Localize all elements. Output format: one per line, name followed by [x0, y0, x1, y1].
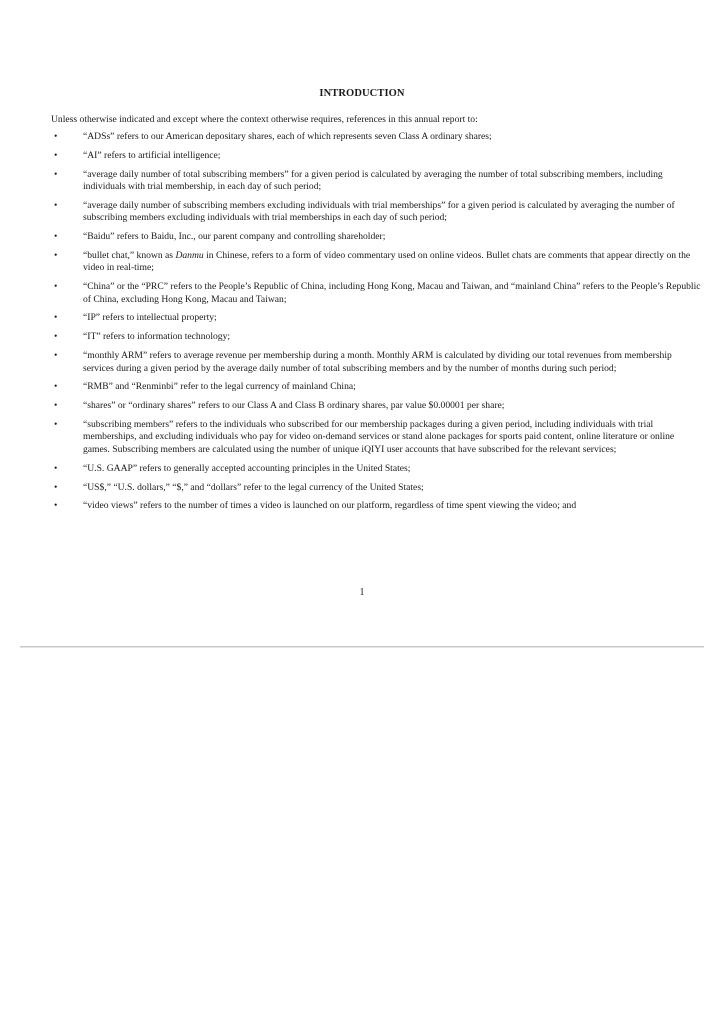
page-number: 1 — [359, 587, 365, 598]
bullet-icon: • — [54, 149, 58, 161]
definition-item — [51, 312, 701, 324]
definition-text: “China” or the “PRC” refers to the People’s Republic of China, including Hong Kong, Macau and Taiwan, and “mainland China” refers to the People’s Republic of China, excluding Hong Kong, Macau and Taiwan; — [83, 281, 701, 305]
definition-item — [51, 400, 701, 412]
definition-item — [51, 500, 701, 512]
bullet-icon: • — [54, 381, 58, 393]
definition-item — [51, 131, 701, 143]
definition-text: “shares” or “ordinary shares” refers to our Class A and Class B ordinary shares, par value $0.00001 per share; — [83, 400, 505, 412]
definition-item — [51, 463, 701, 475]
bullet-icon: • — [54, 312, 58, 324]
definition-item — [51, 350, 701, 375]
definition-item — [51, 419, 701, 456]
bullet-icon: • — [54, 281, 58, 293]
definition-text: “video views” refers to the number of times a video is launched on our platform, regardless of time spent viewing the video; and — [83, 500, 577, 512]
bullet-icon: • — [54, 168, 58, 180]
definition-text: “average daily number of subscribing members excluding individuals with trial memberships” for a given period is calculated by averaging the number of subscribing members excluding individuals with trial memberships in each day of such period; — [83, 199, 675, 224]
definition-text: “AI” refers to artificial intelligence; — [83, 149, 221, 161]
bullet-icon: • — [54, 419, 58, 431]
definition-text: “ADSs” refers to our American depositary shares, each of which represents seven Class A ordinary shares; — [83, 131, 492, 142]
definition-item — [51, 231, 701, 243]
page-title: INTRODUCTION — [319, 88, 405, 99]
bullet-icon: • — [54, 500, 58, 512]
definition-item — [51, 200, 701, 225]
bullet-icon: • — [54, 250, 58, 262]
bullet-icon: • — [54, 350, 58, 362]
definition-item — [51, 169, 701, 194]
intro-paragraph: Unless otherwise indicated and except where the context otherwise requires, references in this annual report to: — [51, 114, 478, 125]
definition-italic-term: Danmu — [175, 250, 204, 262]
definition-item — [51, 381, 701, 393]
definition-text: “Baidu” refers to Baidu, Inc., our parent company and controlling shareholder; — [83, 231, 386, 243]
page-divider — [20, 646, 704, 648]
definition-text: “US$,” “U.S. dollars,” “$,” and “dollars” refer to the legal currency of the United States; — [83, 481, 424, 493]
definition-text: “IT” refers to information technology; — [83, 331, 231, 343]
definitions-list — [51, 131, 701, 519]
definition-item — [51, 331, 701, 343]
bullet-icon: • — [54, 199, 58, 211]
bullet-icon: • — [54, 400, 58, 412]
definition-item — [51, 150, 701, 162]
definition-item — [51, 482, 701, 494]
definition-text-after: in Chinese, refers to a form of video commentary used on online videos. Bullet chats are comments that appear directly on the video in real-time; — [83, 250, 691, 274]
bullet-icon: • — [54, 331, 58, 343]
definition-text-before: “bullet chat,” known as — [83, 250, 176, 262]
definition-text: “RMB” and “Renminbi” refer to the legal currency of mainland China; — [83, 381, 356, 393]
definition-item — [51, 250, 701, 275]
bullet-icon: • — [54, 462, 58, 474]
bullet-icon: • — [54, 131, 58, 142]
definition-text: “subscribing members” refers to the individuals who subscribed for our membership packages during a given period, including individuals with trial memberships, and excluding individuals who pay for video on-demand services or stand alone packages for sports paid content, online literature or online games. Subscribing members are calculated using the number of unique iQIYI user accounts that have subscribed for the relevant services; — [83, 419, 675, 455]
definition-text: “average daily number of total subscribing members” for a given period is calculated by averaging the number of total subscribing members, including individuals with trial membership, in each day of such period; — [83, 168, 663, 193]
definition-item — [51, 281, 701, 306]
bullet-icon: • — [54, 231, 58, 243]
definition-text: “monthly ARM” refers to average revenue per membership during a month. Monthly ARM is calculated by dividing our total revenues from membership services during a given period by the average daily number of total subscribing members and by the number of months during such period; — [83, 350, 672, 374]
definition-text: “IP” refers to intellectual property; — [83, 312, 217, 324]
definition-text: “U.S. GAAP” refers to generally accepted accounting principles in the United States; — [83, 462, 411, 474]
bullet-icon: • — [54, 481, 58, 493]
